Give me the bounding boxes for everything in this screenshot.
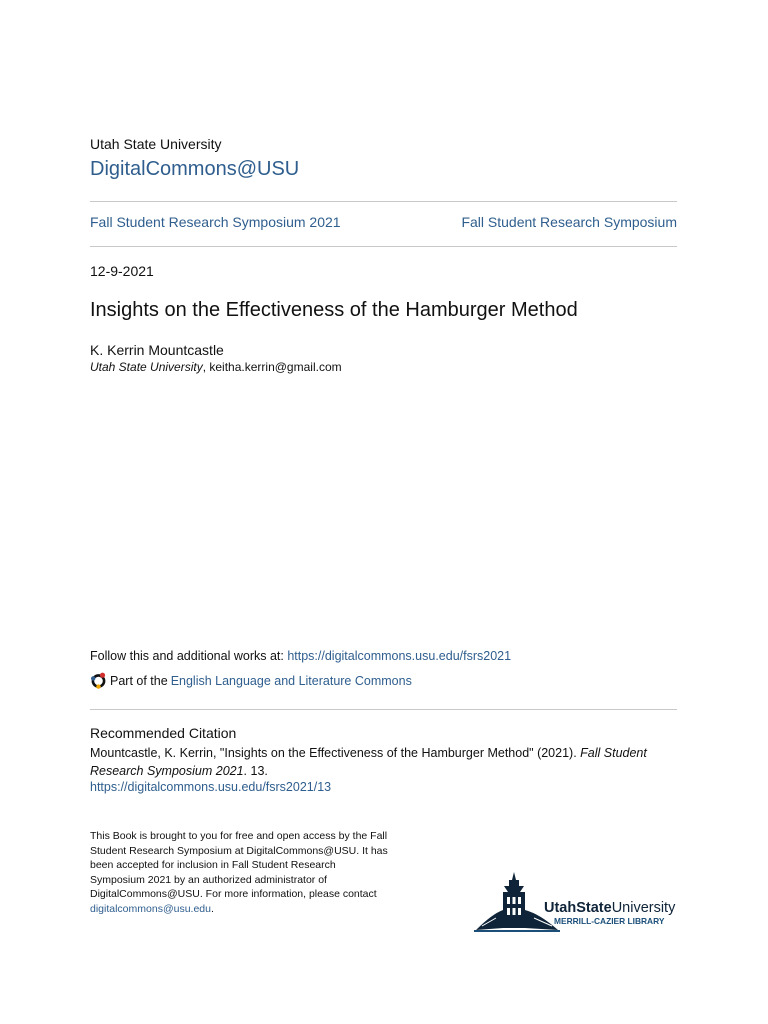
- institution-name: Utah State University: [90, 136, 222, 152]
- access-notice-end: .: [210, 902, 214, 915]
- access-notice-text: This Book is brought to you for free and open access by the Fall Student Research Symposium at DigitalCommons@USU. It has been accepted for inclusion in Fall Student Research Symposium 2021 by an authorized administrator of DigitalCommons@USU. For more information, please contact: [90, 830, 388, 901]
- parent-collection-link[interactable]: Fall Student Research Symposium: [461, 214, 677, 230]
- citation-text-start: Mountcastle, K. Kerrin, "Insights on the Effectiveness of the Hamburger Method" (2021).: [90, 746, 581, 760]
- contact-email-link[interactable]: digitalcommons@usu.edu: [90, 902, 211, 915]
- follow-line: [90, 649, 511, 663]
- usu-library-logo: [474, 870, 684, 934]
- citation-url-link[interactable]: https://digitalcommons.usu.edu/fsrs2021/13: [90, 780, 332, 794]
- affiliation-email: , keitha.kerrin@gmail.com: [202, 360, 342, 374]
- collection-link[interactable]: Fall Student Research Symposium 2021: [90, 214, 341, 230]
- citation-heading: Recommended Citation: [90, 725, 237, 741]
- publication-date: 12-9-2021: [90, 263, 154, 279]
- document-title: Insights on the Effectiveness of the Hamburger Method: [90, 299, 578, 321]
- citation-text-end: . 13.: [243, 764, 268, 778]
- part-of-label: Part of the: [110, 673, 168, 688]
- divider: [90, 246, 677, 247]
- divider: [90, 709, 677, 710]
- author-affiliation: [90, 360, 342, 374]
- access-notice: [90, 829, 390, 917]
- divider: [90, 201, 677, 202]
- affiliation-institution: Utah State University: [90, 360, 203, 374]
- logo-name-bold: UtahState: [544, 900, 612, 916]
- citation-text: [90, 744, 680, 780]
- follow-label: Follow this and additional works at:: [90, 649, 288, 663]
- author-name: K. Kerrin Mountcastle: [90, 342, 224, 358]
- logo-wordmark: [544, 900, 676, 916]
- network-icon: [90, 672, 107, 689]
- logo-name-regular: University: [611, 900, 676, 916]
- follow-url-link[interactable]: https://digitalcommons.usu.edu/fsrs2021: [287, 649, 512, 663]
- citation-venue: Fall Student Research Symposium 2021: [90, 746, 647, 778]
- repository-link[interactable]: DigitalCommons@USU: [90, 158, 300, 180]
- commons-link[interactable]: English Language and Literature Commons: [170, 673, 412, 688]
- part-of-line: [90, 672, 412, 689]
- logo-subtitle: MERRILL-CAZIER LIBRARY: [554, 916, 665, 926]
